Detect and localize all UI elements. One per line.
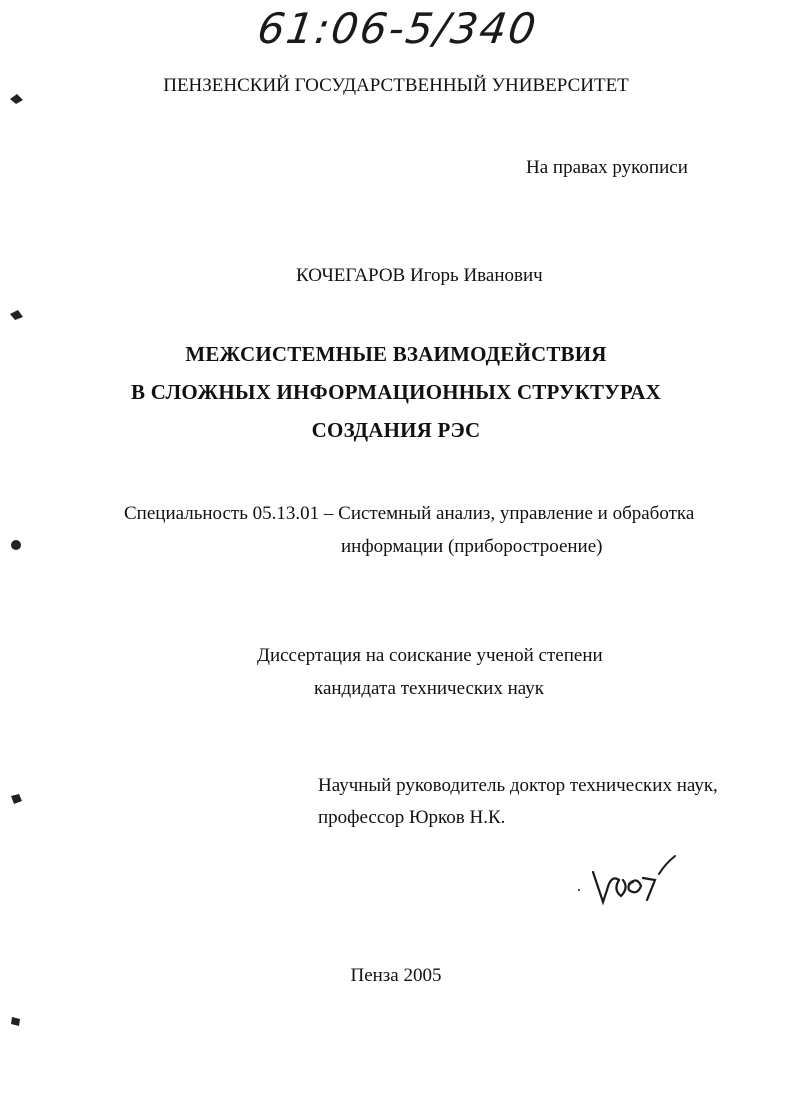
binding-hole-mark (8, 792, 24, 806)
specialty-line-1: Специальность 05.13.01 – Системный анализ, управление и обработка (124, 503, 695, 524)
supervisor-line-2: профессор Юрков Н.К. (318, 807, 506, 828)
archive-code-handwritten: 61:06-5/340 (254, 4, 541, 53)
binding-hole-mark (8, 538, 24, 552)
title-line-3: СОЗДАНИЯ РЭС (311, 418, 481, 442)
signature (575, 850, 685, 920)
specialty-line-2: информации (приборостроение) (341, 536, 603, 557)
binding-hole-mark (8, 308, 24, 322)
supervisor-line-1: Научный руководитель доктор технических наук, (318, 775, 718, 796)
dissertation-line-1: Диссертация на соискание ученой степени (257, 645, 603, 666)
city-year: Пенза 2005 (350, 965, 442, 986)
title-line-1: МЕЖСИСТЕМНЫЕ ВЗАИМОДЕЙСТВИЯ (185, 342, 607, 366)
binding-hole-mark (8, 1014, 24, 1028)
binding-hole-mark (8, 92, 24, 106)
manuscript-rights-note: На правах рукописи (526, 157, 688, 178)
title-line-2: В СЛОЖНЫХ ИНФОРМАЦИОННЫХ СТРУКТУРАХ (131, 380, 661, 404)
dissertation-line-2: кандидата технических наук (314, 678, 544, 699)
university-name: ПЕНЗЕНСКИЙ ГОСУДАРСТВЕННЫЙ УНИВЕРСИТЕТ (163, 75, 629, 96)
author-name: КОЧЕГАРОВ Игорь Иванович (296, 265, 543, 286)
